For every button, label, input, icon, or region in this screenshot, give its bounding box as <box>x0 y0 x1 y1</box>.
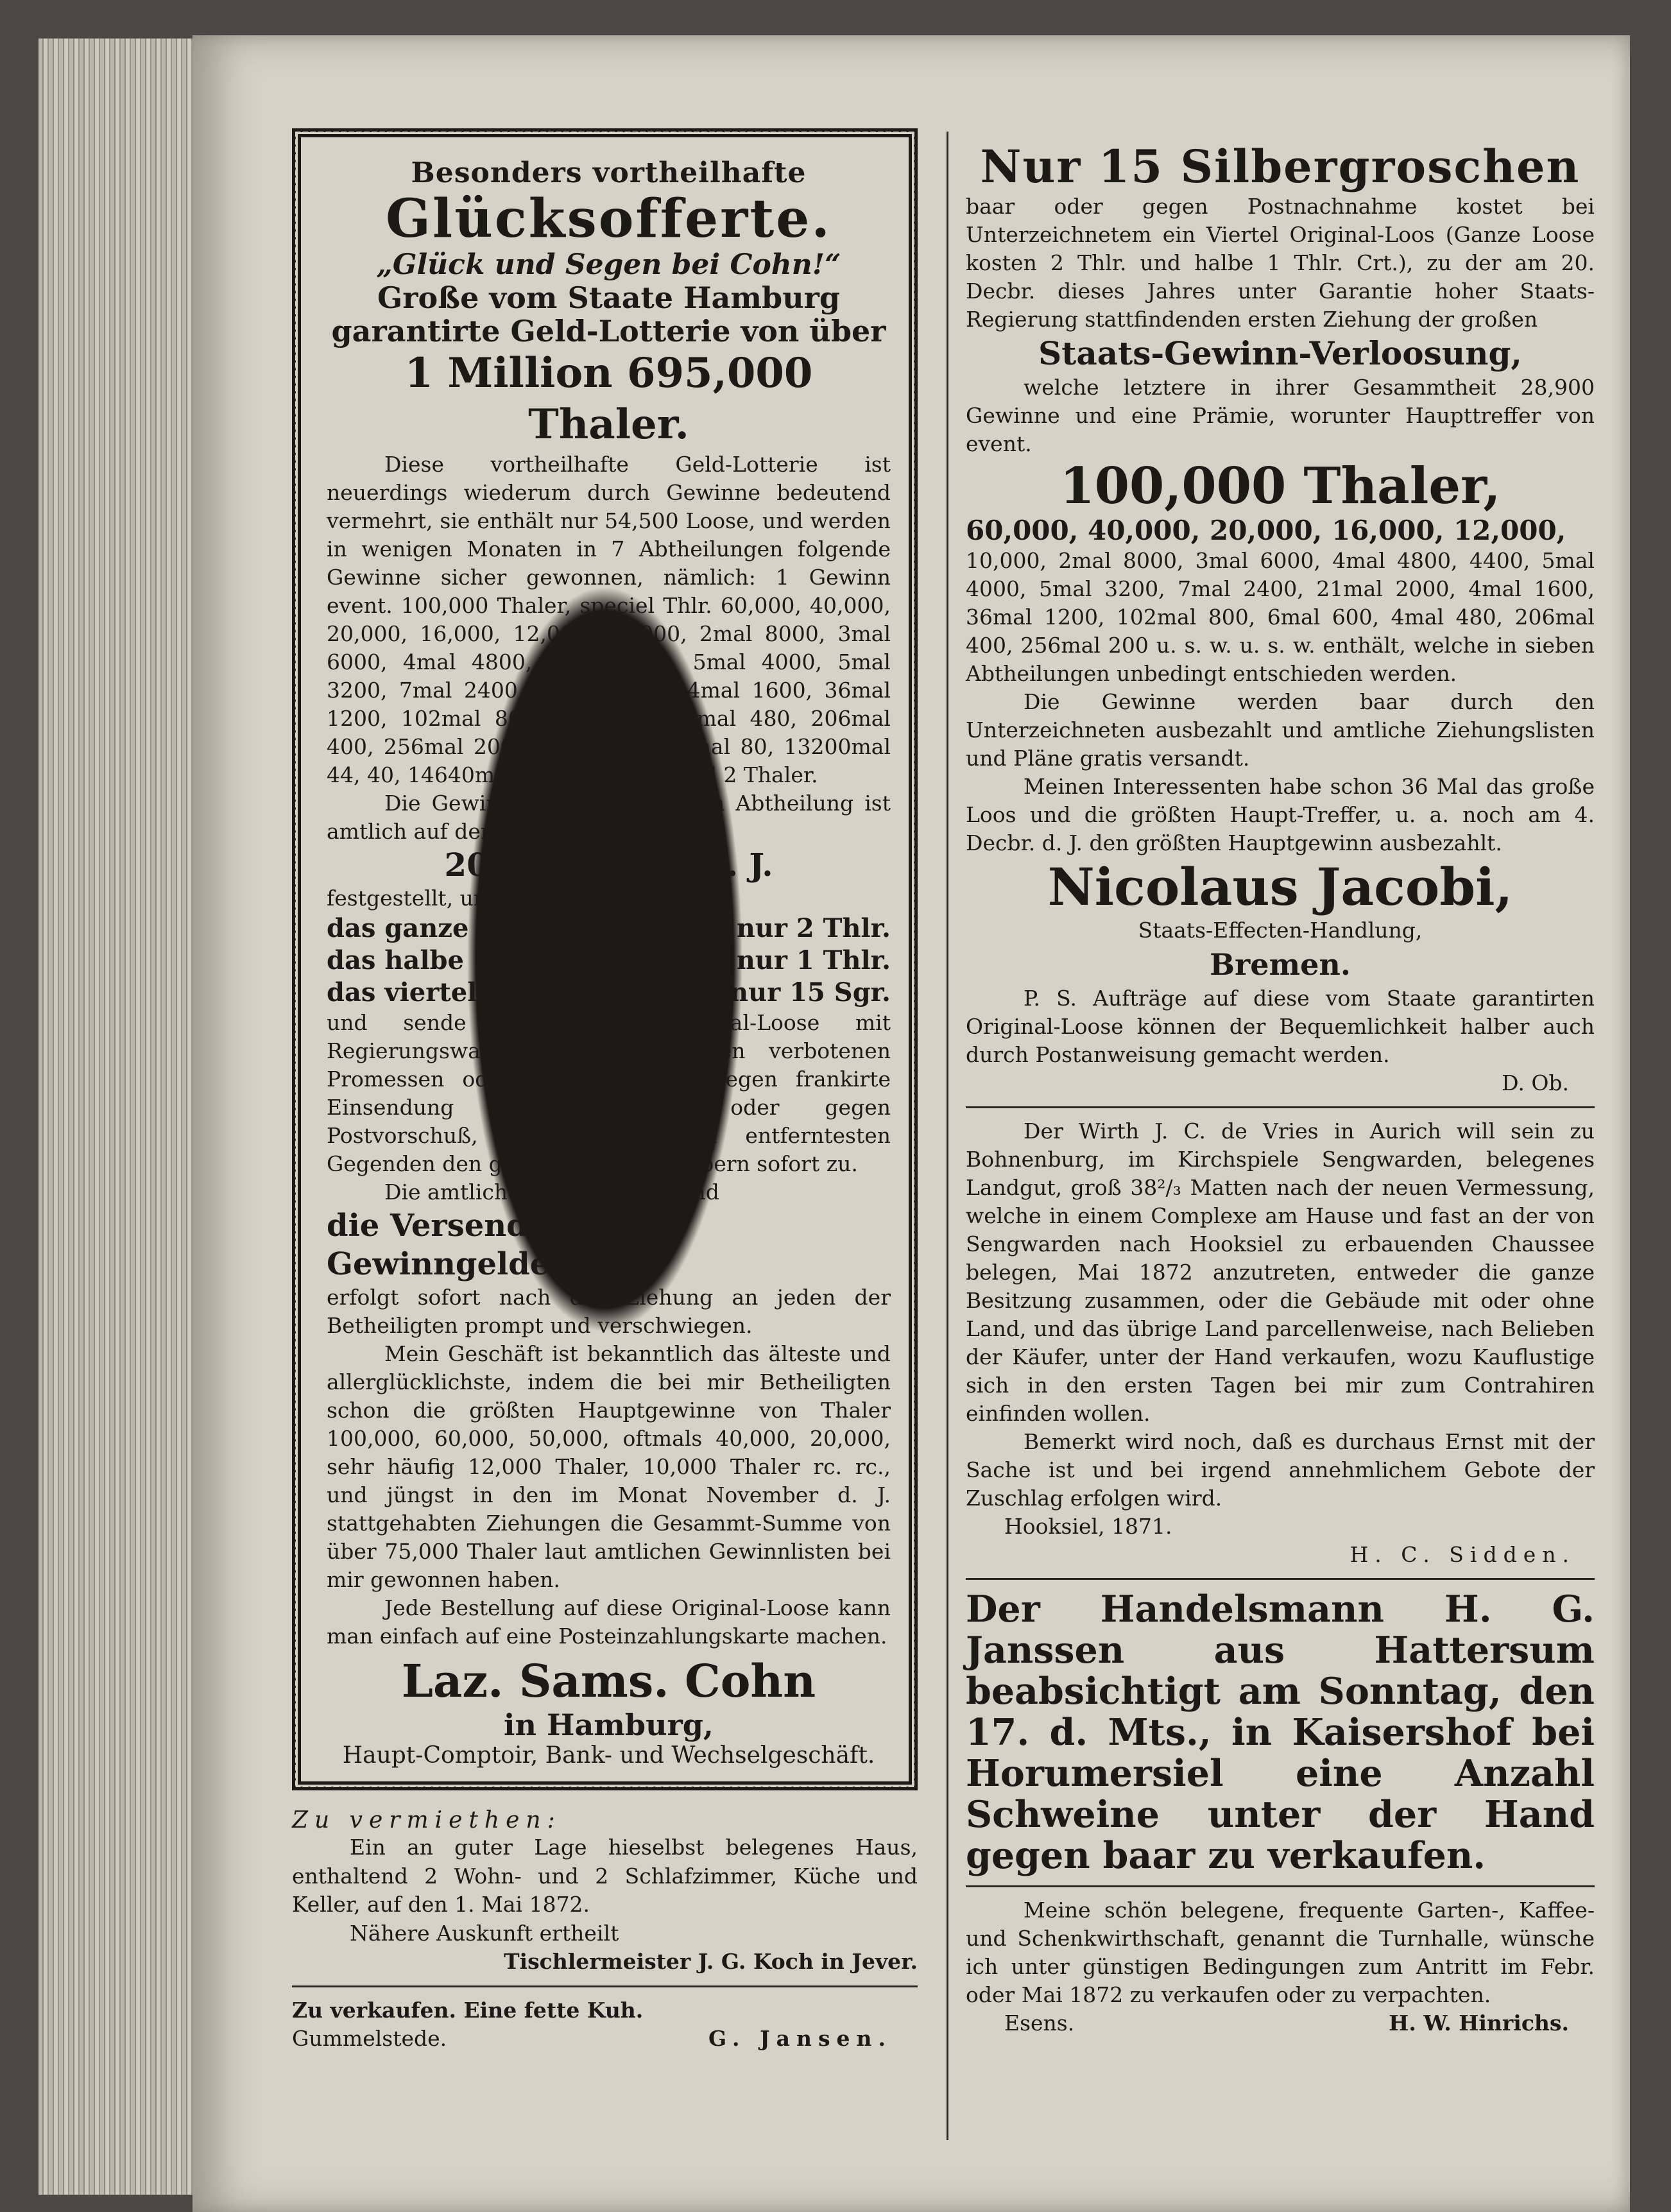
jacobi-signature-city: Bremen. <box>1210 947 1351 982</box>
ad-body-3: festgestellt, und kostet hierzu <box>327 886 648 911</box>
cow-signature: G. Jansen. <box>708 2026 892 2051</box>
price-label: das halbe <box>327 945 464 975</box>
lottery-ad-jacobi <box>966 141 1595 1108</box>
tavern-place: Esens. <box>1004 2011 1075 2036</box>
ad-body-2: Die Gewinnziehung der ersten Abtheilung ist amtlich auf den <box>327 791 891 844</box>
ad-heading-2: die Versendung der Gewinngelder <box>327 1208 663 1282</box>
tavern-signature: H. W. Hinrichs. <box>1389 2011 1569 2036</box>
price-row <box>327 945 891 977</box>
jacobi-signature: Nicolaus Jacobi, <box>1047 857 1513 917</box>
ad-draw-date: 20. December d. J. <box>444 846 773 884</box>
jacobi-body-4: Die Gewinne werden baar durch den Unterzeichneten ausbezahlt und amtliche Ziehungslisten und Pläne gratis versandt. <box>966 689 1595 771</box>
jacobi-ps: P. S. Aufträge auf diese vom Staate garantirten Original-Loose können der Bequemlichkeit halber auch durch Postanweisung gemacht werden. <box>966 986 1595 1067</box>
divider <box>966 1106 1595 1108</box>
jacobi-ps-signature: D. Ob. <box>1502 1070 1569 1095</box>
divider <box>966 1578 1595 1580</box>
price-label: das ganze Original-Loos <box>327 913 674 943</box>
rent-ad <box>292 1807 918 1987</box>
ad-motto: „Glück und Segen bei Cohn!“ <box>376 248 841 281</box>
price-row <box>327 977 891 1009</box>
jacobi-amount: 100,000 Thaler, <box>1059 457 1501 515</box>
cow-ad <box>292 1996 918 2053</box>
rent-title: Zu vermiethen: <box>292 1807 561 1833</box>
pig-sale-ad <box>966 1589 1595 1887</box>
cow-footer <box>292 2025 918 2053</box>
price-list <box>327 913 891 1009</box>
price-value: nur 1 Thlr. <box>736 945 891 975</box>
lottery-ad-cohn <box>292 128 918 1790</box>
ad-title: Glücksofferte. <box>386 188 832 250</box>
rent-signature: Tischlermeister J. G. Koch in Jever. <box>503 1949 918 1974</box>
jacobi-body-3: 10,000, 2mal 8000, 3mal 6000, 4mal 4800, 4400, 5mal 4000, 5mal 3200, 7mal 2400, 21mal 2000, 4mal 1600, 36mal 1200, 102mal 800, 6mal 600, 4mal 480, 206mal 400, 256mal 200 u. s. w. u. s. w. enthält, welche in sieben Abtheilungen unbedingt entschieden werden. <box>966 548 1595 686</box>
ad-signature-city: in Hamburg, <box>504 1708 714 1742</box>
price-mid: do. <box>581 977 626 1007</box>
newspaper-page <box>193 35 1630 2212</box>
ad-body-4: und sende ich diese Original-Loose mit Regierungswappen (nicht von den verbotenen Promessen oder Privatlotterien) gegen frankirte Einsendung des Betrages, oder gegen Postvorschuß, selbst nach den entferntesten Gegenden den geehrten Auftraggebern sofort zu. <box>327 1010 891 1176</box>
price-value: nur 2 Thlr. <box>736 913 891 943</box>
jacobi-bold-line: 60,000, 40,000, 20,000, 16,000, 12,000, <box>966 515 1566 546</box>
price-value: nur 15 Sgr. <box>730 977 891 1007</box>
ad-body-8: Jede Bestellung auf diese Original-Loose kann man einfach auf eine Posteinzahlungskarte machen. <box>327 1595 891 1649</box>
divider <box>292 1985 918 1987</box>
ad-body-5: Die amtliche Ziehungsliste und <box>384 1179 719 1205</box>
ad-signature: Laz. Sams. Cohn <box>401 1654 816 1708</box>
ad-kicker: Besonders vortheilhafte <box>411 157 807 189</box>
divider <box>966 1885 1595 1887</box>
ad-body-7: Mein Geschäft ist bekanntlich das älteste und allerglücklichste, indem die bei mir Betheiligten schon die größten Hauptgewinne von Thaler 100,000, 60,000, 50,000, oftmals 40,000, 20,000, sehr häufig 12,000 Thaler, 10,000 Thaler rc. rc., und jüngst in den im Monat November d. J. stattgehabten Ziehungen die Gesammt-Summe von über 75,000 Thaler laut amtlichen Gewinnlisten bei mir gewonnen haben. <box>327 1341 891 1592</box>
estate-signature: H. C. Sidden. <box>1350 1542 1575 1567</box>
jacobi-body-2: welche letztere in ihrer Gesammtheit 28,900 Gewinne und eine Prämie, worunter Haupttreffer von event. <box>966 375 1595 456</box>
price-label: das viertel <box>327 977 477 1007</box>
jacobi-body-5: Meinen Interessenten habe schon 36 Mal das große Loos und die größten Haupt-Treffer, u. a. noch am 4. Decbr. d. J. den größten Hauptgewinn ausbezahlt. <box>966 774 1595 855</box>
jacobi-body-1: baar oder gegen Postnachnahme kostet bei Unterzeichnetem ein Viertel Original-Loos (Ganze Loose kosten 2 Thlr. und halbe 1 Thlr. Crt.), zu der am 20. Decbr. dieses Jahres unter Garantie hoher Staats-Regierung stattfindenden ersten Ziehung der großen <box>966 194 1595 332</box>
right-column <box>966 141 1595 2175</box>
estate-body-2: Bemerkt wird noch, daß es durchaus Ernst mit der Sache ist und bei irgend annehmlichem Gebote der Zuschlag erfolgen wird. <box>966 1429 1595 1511</box>
rent-more: Nähere Auskunft ertheilt <box>350 1920 619 1946</box>
ad-subtitle: Große vom Staate Hamburg garantirte Geld-Lotterie von über <box>331 280 886 348</box>
estate-body-1: Der Wirth J. C. de Vries in Aurich will sein zu Bohnenburg, im Kirchspiele Sengwarden, belegenes Landgut, groß 38²/₃ Matten nach der neuen Vermessung, welche in einem Complexe am Hause und fast an der von Sengwarden nach Hooksiel zu erbauenden Chaussee belegen, Mai 1872 anzutreten, entweder die ganze Besitzung zusammen, oder die Gebäude mit oder ohne Land, und das übrige Land parcellenweise, nach Belieben der Käufer, unter der Hand verkaufen, wozu Kauflustige sich in den ersten Tagen bei mir zum Contrahiren einfinden wollen. <box>966 1119 1595 1426</box>
cow-place: Gummelstede. <box>292 2026 447 2051</box>
tavern-body: Meine schön belegene, frequente Garten-, Kaffee- und Schenkwirthschaft, genannt die Turnhalle, wünsche ich unter günstigen Bedingungen zum Antritt im Febr. oder Mai 1872 zu verkaufen oder zu verpachten. <box>966 1898 1595 2007</box>
estate-place: Hooksiel, 1871. <box>1004 1514 1172 1539</box>
price-row <box>327 913 891 945</box>
ad-body-1: Diese vortheilhafte Geld-Lotterie ist neuerdings wiederum durch Gewinne bedeutend vermehrt, sie enthält nur 54,500 Loose, und werden in wenigen Monaten in 7 Abtheilungen folgende Gewinne sicher gewonnen, nämlich: 1 Gewinn event. 100,000 Thaler, speciel Thlr. 60,000, 40,000, 20,000, 16,000, 12,000, 10,000, 2mal 8000, 3mal 6000, 4mal 4800, 1mal 4400, 5mal 4000, 5mal 3200, 7mal 2400, 21mal 2000, 4mal 1600, 36mal 1200, 102mal 800, 6mal 600, 4mal 480, 206mal 400, 256mal 200, 6mal 120, 375mal 80, 13200mal 44, 40, 14640mal 20, 12, 8, 6, 4 und 2 Thaler. <box>327 452 891 787</box>
ad-signature-line: Haupt-Comptoir, Bank- und Wechselgeschäft. <box>342 1742 875 1769</box>
price-mid: do. <box>578 945 622 975</box>
pig-sale-body: Der Handelsmann H. G. Janssen aus Hattersum beabsichtigt am Sonntag, den 17. d. Mts., in Kaisershof bei Horumersiel eine Anzahl Schweine unter der Hand gegen baar zu verkaufen. <box>966 1588 1595 1877</box>
ad-body-6: erfolgt sofort nach der Ziehung an jeden der Betheiligten prompt und verschwiegen. <box>327 1285 891 1338</box>
tavern-footer <box>966 2009 1595 2037</box>
tavern-ad <box>966 1896 1595 2037</box>
ad-amount: 1 Million 695,000 Thaler. <box>404 349 813 449</box>
jacobi-signature-line: Staats-Effecten-Handlung, <box>1138 918 1423 943</box>
estate-ad <box>966 1117 1595 1580</box>
rent-body: Ein an guter Lage hieselbst belegenes Haus, enthaltend 2 Wohn- und 2 Schlafzimmer, Küche und Keller, auf den 1. Mai 1872. <box>292 1835 918 1917</box>
cow-line: Zu verkaufen. Eine fette Kuh. <box>292 1997 644 2023</box>
jacobi-heading: Staats-Gewinn-Verloosung, <box>1038 334 1522 372</box>
jacobi-title: Nur 15 Silbergroschen <box>980 140 1581 193</box>
book-page-edges <box>39 39 205 2195</box>
